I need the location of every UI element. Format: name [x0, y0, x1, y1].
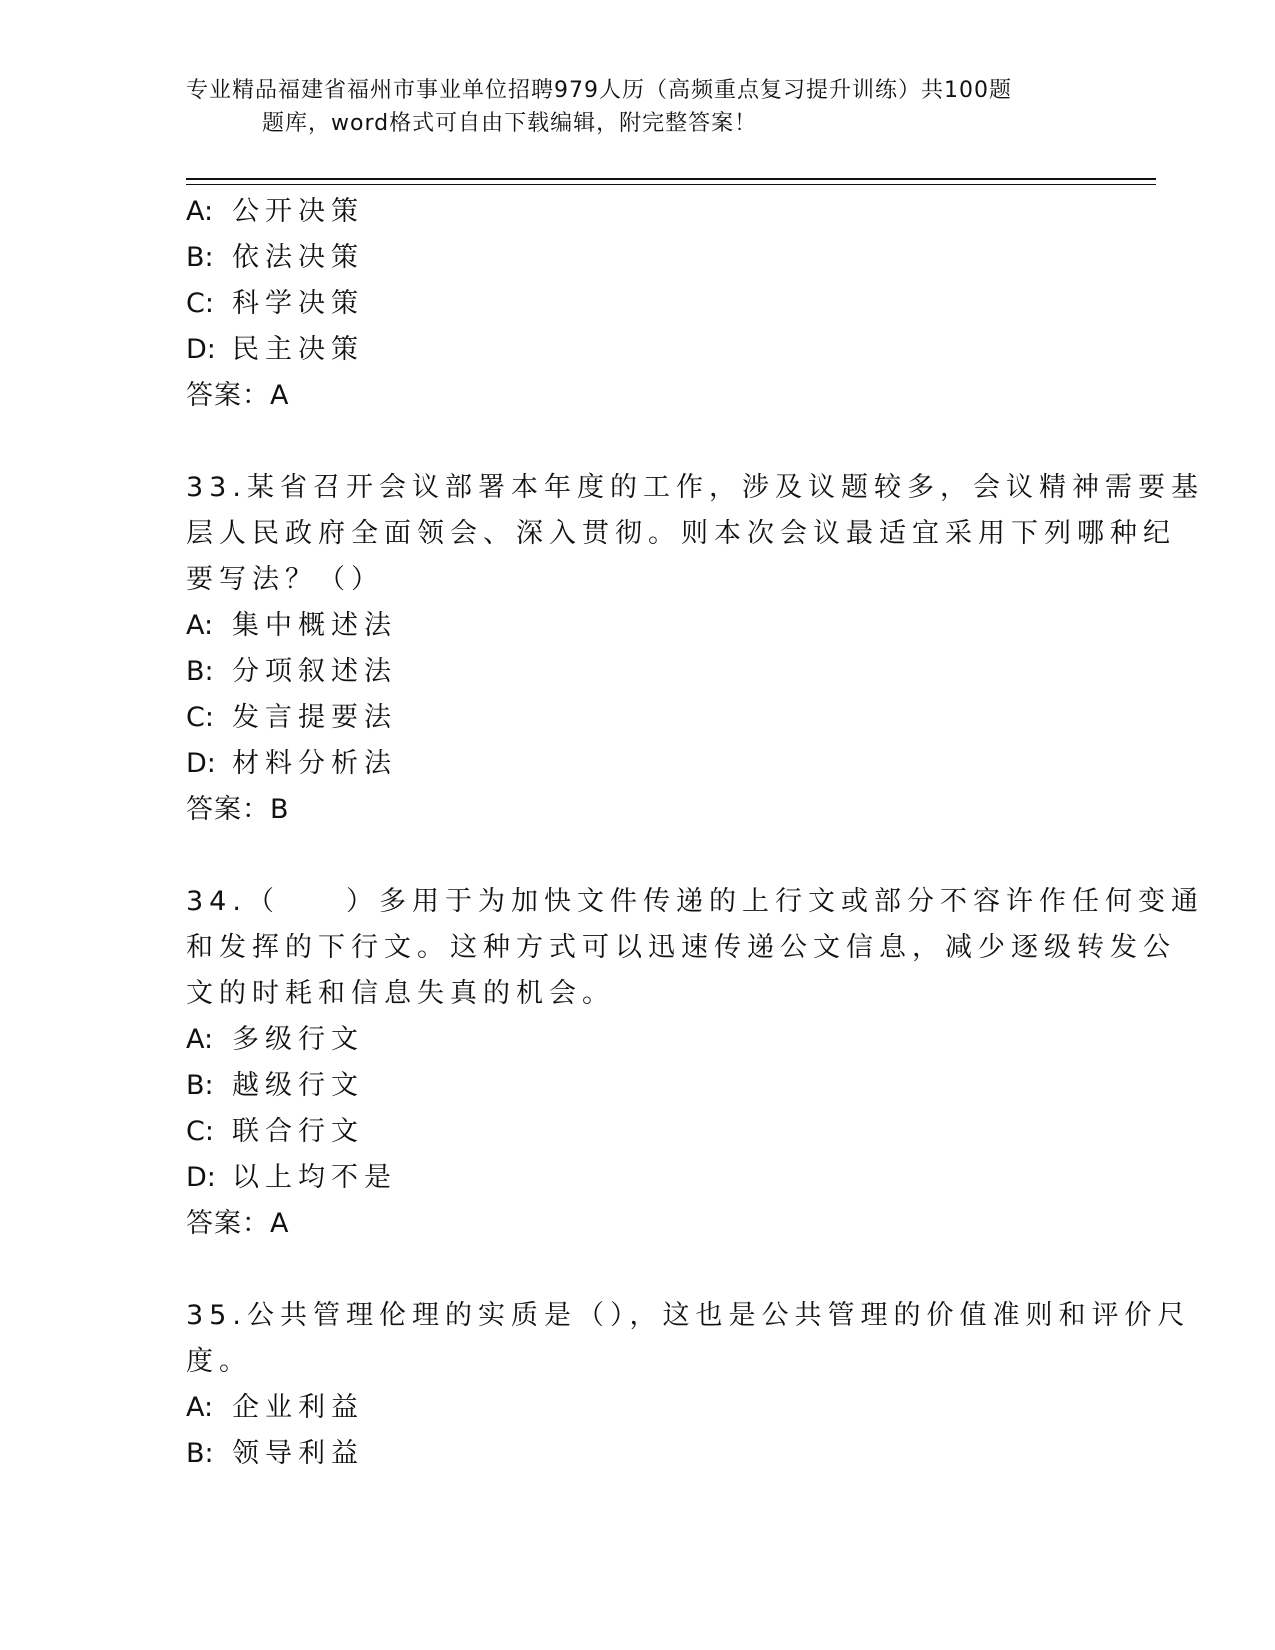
question-33: [186, 465, 1204, 833]
option-a: A: 集中概述法: [186, 610, 397, 641]
option-c: C: 科学决策: [186, 288, 364, 319]
document-header: [186, 74, 1086, 140]
header-rule-thin: [186, 184, 1156, 185]
option-b: B: 分项叙述法: [186, 656, 397, 687]
option-a: A: 公开决策: [186, 196, 364, 227]
option-a: A: 企业利益: [186, 1392, 364, 1423]
option-d: D: 材料分析法: [186, 748, 397, 779]
option-a: A: 多级行文: [186, 1024, 364, 1055]
option-d: D: 以上均不是: [186, 1162, 397, 1193]
option-b: B: 领导利益: [186, 1438, 364, 1469]
option-c: C: 发言提要法: [186, 702, 397, 733]
answer-33: 答案：B: [186, 794, 290, 825]
header-title-line-1: 专业精品福建省福州市事业单位招聘979人历（高频重点复习提升训练）共100题: [186, 78, 1012, 103]
answer-34: 答案：A: [186, 1208, 290, 1239]
header-rule-thick: [186, 178, 1156, 180]
question-35: [186, 1293, 1191, 1477]
question-33-text: 33.某省召开会议部署本年度的工作，涉及议题较多，会议精神需要基 层人民政府全面领会、深入贯彻。则本次会议最适宜采用下列哪种纪 要写法？（）: [186, 472, 1204, 595]
option-b: B: 依法决策: [186, 242, 364, 273]
option-b: B: 越级行文: [186, 1070, 364, 1101]
option-d: D: 民主决策: [186, 334, 364, 365]
answer-32: 答案：A: [186, 380, 290, 411]
question-34-text: 34.（ ）多用于为加快文件传递的上行文或部分不容许作任何变通 和发挥的下行文。这种方式可以迅速传递公文信息，减少逐级转发公 文的时耗和信息失真的机会。: [186, 886, 1204, 1009]
question-35-text: 35.公共管理伦理的实质是（），这也是公共管理的价值准则和评价尺 度。: [186, 1300, 1191, 1377]
question-32-options: [186, 189, 1086, 419]
header-title-line-2: 题库，word格式可自由下载编辑，附完整答案！: [262, 111, 758, 136]
option-c: C: 联合行文: [186, 1116, 364, 1147]
question-34: [186, 879, 1204, 1247]
question-content: [186, 189, 1204, 1477]
